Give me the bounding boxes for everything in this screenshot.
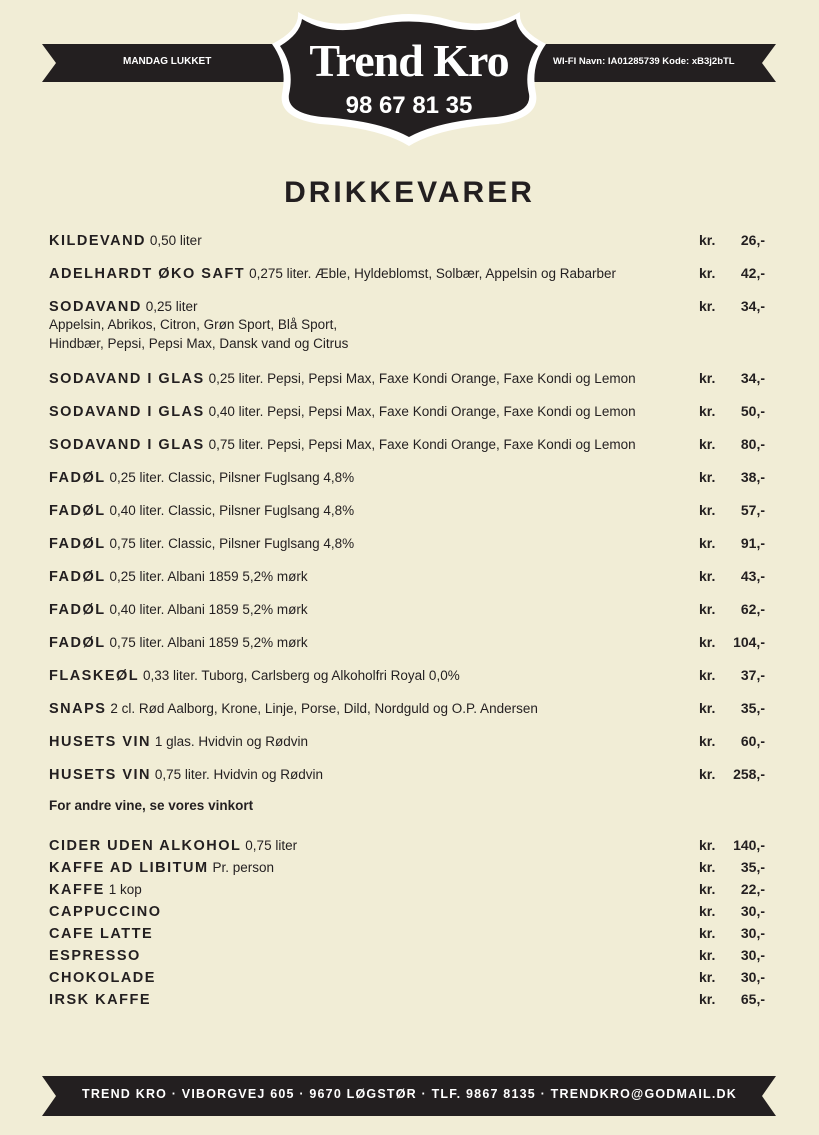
currency: kr. [699, 925, 716, 941]
currency: kr. [699, 903, 716, 919]
price-value: 65,- [740, 991, 765, 1007]
item-name: KILDEVAND [49, 233, 147, 249]
menu-item [49, 232, 765, 249]
currency: kr. [699, 403, 716, 419]
item-description: 0,75 liter. Albani 1859 5,2% mørk [109, 635, 308, 650]
wine-note: For andre vine, se vores vinkort [49, 798, 254, 813]
item-name: CAFE LATTE [49, 926, 154, 942]
menu-item [49, 568, 765, 585]
item-description: 0,25 liter. Pepsi, Pepsi Max, Faxe Kondi Orange, Faxe Kondi og Lemon [208, 371, 636, 386]
menu-item [49, 370, 765, 387]
price-value: 30,- [740, 947, 765, 963]
price-value: 42,- [740, 265, 765, 281]
item-name: FLASKEØL [49, 668, 140, 684]
logo-title: Trend Kro [309, 35, 509, 86]
price-value: 91,- [740, 535, 765, 551]
price-value: 35,- [740, 859, 765, 875]
item-name: IRSK KAFFE [49, 992, 151, 1008]
logo-phone: 98 67 81 35 [345, 92, 473, 119]
item-description: 0,33 liter. Tuborg, Carlsberg og Alkoholfri Royal 0,0% [143, 668, 460, 683]
currency: kr. [699, 667, 716, 683]
item-name: SODAVAND [49, 299, 142, 315]
page-title: DRIKKEVARER [284, 176, 535, 209]
menu-item [49, 991, 765, 1008]
menu-item [49, 925, 765, 942]
item-description: 0,75 liter. Pepsi, Pepsi Max, Faxe Kondi Orange, Faxe Kondi og Lemon [208, 437, 636, 452]
price-value: 34,- [740, 370, 765, 386]
currency: kr. [699, 881, 716, 897]
item-name: FADØL [49, 536, 106, 552]
item-name: FADØL [49, 503, 106, 519]
item-name: SNAPS [49, 701, 107, 717]
menu-item [49, 634, 765, 651]
item-name: FADØL [49, 569, 106, 585]
currency: kr. [699, 232, 716, 248]
item-description: 0,75 liter. Classic, Pilsner Fuglsang 4,8% [109, 536, 355, 551]
menu-item [49, 601, 765, 618]
currency: kr. [699, 700, 716, 716]
item-name: KAFFE AD LIBITUM [49, 860, 209, 876]
price-value: 37,- [740, 667, 765, 683]
item-name: ADELHARDT ØKO SAFT [49, 266, 246, 282]
menu-item [49, 969, 765, 986]
currency: kr. [699, 859, 716, 875]
item-name: CIDER UDEN ALKOHOL [49, 838, 242, 854]
wifi-info: WI-FI Navn: IA01285739 Kode: xB3j2bTL [553, 56, 735, 67]
price-value: 26,- [740, 232, 765, 248]
menu-item [49, 469, 765, 486]
item-name: FADØL [49, 635, 106, 651]
currency: kr. [699, 601, 716, 617]
item-name: FADØL [49, 470, 106, 486]
menu-item [49, 502, 765, 519]
item-description: 0,75 liter. Hvidvin og Rødvin [154, 767, 323, 782]
item-name: HUSETS VIN [49, 734, 152, 750]
item-name: HUSETS VIN [49, 767, 152, 783]
price-value: 30,- [740, 969, 765, 985]
menu-item [49, 436, 765, 453]
price-value: 38,- [740, 469, 765, 485]
menu-item [49, 733, 765, 750]
currency: kr. [699, 766, 716, 782]
menu-item [49, 947, 765, 964]
item-name: SODAVAND I GLAS [49, 404, 205, 420]
price-value: 60,- [740, 733, 765, 749]
item-description: 0,275 liter. Æble, Hyldeblomst, Solbær, Appelsin og Rabarber [249, 266, 617, 281]
price-value: 30,- [740, 903, 765, 919]
price-value: 80,- [740, 436, 765, 452]
item-description: 0,75 liter [245, 838, 298, 853]
item-name: SODAVAND I GLAS [49, 437, 205, 453]
price-value: 34,- [740, 298, 765, 314]
item-description: Pr. person [212, 860, 275, 875]
item-extra: Appelsin, Abrikos, Citron, Grøn Sport, Blå Sport, [49, 317, 338, 332]
price-value: 50,- [740, 403, 765, 419]
currency: kr. [699, 969, 716, 985]
item-name: ESPRESSO [49, 948, 141, 964]
menu-item [49, 881, 765, 898]
currency: kr. [699, 535, 716, 551]
currency: kr. [699, 947, 716, 963]
currency: kr. [699, 733, 716, 749]
menu-item [49, 700, 765, 717]
item-description: 0,25 liter [145, 299, 198, 314]
currency: kr. [699, 469, 716, 485]
currency: kr. [699, 370, 716, 386]
price-value: 258,- [733, 766, 765, 782]
menu-item [49, 766, 765, 783]
price-value: 57,- [740, 502, 765, 518]
item-name: SODAVAND I GLAS [49, 371, 205, 387]
item-description: 2 cl. Rød Aalborg, Krone, Linje, Porse, Dild, Nordguld og O.P. Andersen [110, 701, 538, 716]
price-value: 43,- [740, 568, 765, 584]
item-description: 1 glas. Hvidvin og Rødvin [154, 734, 308, 749]
currency: kr. [699, 568, 716, 584]
item-description: 0,25 liter. Classic, Pilsner Fuglsang 4,8% [109, 470, 355, 485]
menu-item [49, 859, 765, 876]
currency: kr. [699, 298, 716, 314]
currency: kr. [699, 634, 716, 650]
item-description: 0,40 liter. Pepsi, Pepsi Max, Faxe Kondi Orange, Faxe Kondi og Lemon [208, 404, 636, 419]
opening-note: MANDAG LUKKET [123, 56, 212, 67]
item-description: 0,25 liter. Albani 1859 5,2% mørk [109, 569, 308, 584]
menu-item [49, 837, 765, 854]
footer-contact: TREND KRO · VIBORGVEJ 605 · 9670 LØGSTØR · TLF. 9867 8135 · TRENDKRO@GODMAIL.DK [81, 1087, 737, 1101]
currency: kr. [699, 837, 716, 853]
currency: kr. [699, 265, 716, 281]
menu-item [49, 535, 765, 552]
item-name: CHOKOLADE [49, 970, 156, 986]
price-value: 104,- [733, 634, 765, 650]
menu-item [49, 903, 765, 920]
price-value: 30,- [740, 925, 765, 941]
item-description: 1 kop [108, 882, 142, 897]
menu-item [49, 403, 765, 420]
currency: kr. [699, 991, 716, 1007]
menu-item [49, 265, 765, 282]
price-value: 35,- [740, 700, 765, 716]
menu-item [49, 667, 765, 684]
item-description: 0,40 liter. Albani 1859 5,2% mørk [109, 602, 308, 617]
price-value: 22,- [740, 881, 765, 897]
item-extra: Hindbær, Pepsi, Pepsi Max, Dansk vand og Citrus [49, 336, 349, 351]
item-description: 0,40 liter. Classic, Pilsner Fuglsang 4,8% [109, 503, 355, 518]
item-name: KAFFE [49, 882, 105, 898]
item-description: 0,50 liter [149, 233, 202, 248]
price-value: 62,- [740, 601, 765, 617]
price-value: 140,- [733, 837, 765, 853]
menu-item [49, 298, 765, 353]
currency: kr. [699, 436, 716, 452]
currency: kr. [699, 502, 716, 518]
item-name: FADØL [49, 602, 106, 618]
item-name: CAPPUCCINO [49, 904, 162, 920]
